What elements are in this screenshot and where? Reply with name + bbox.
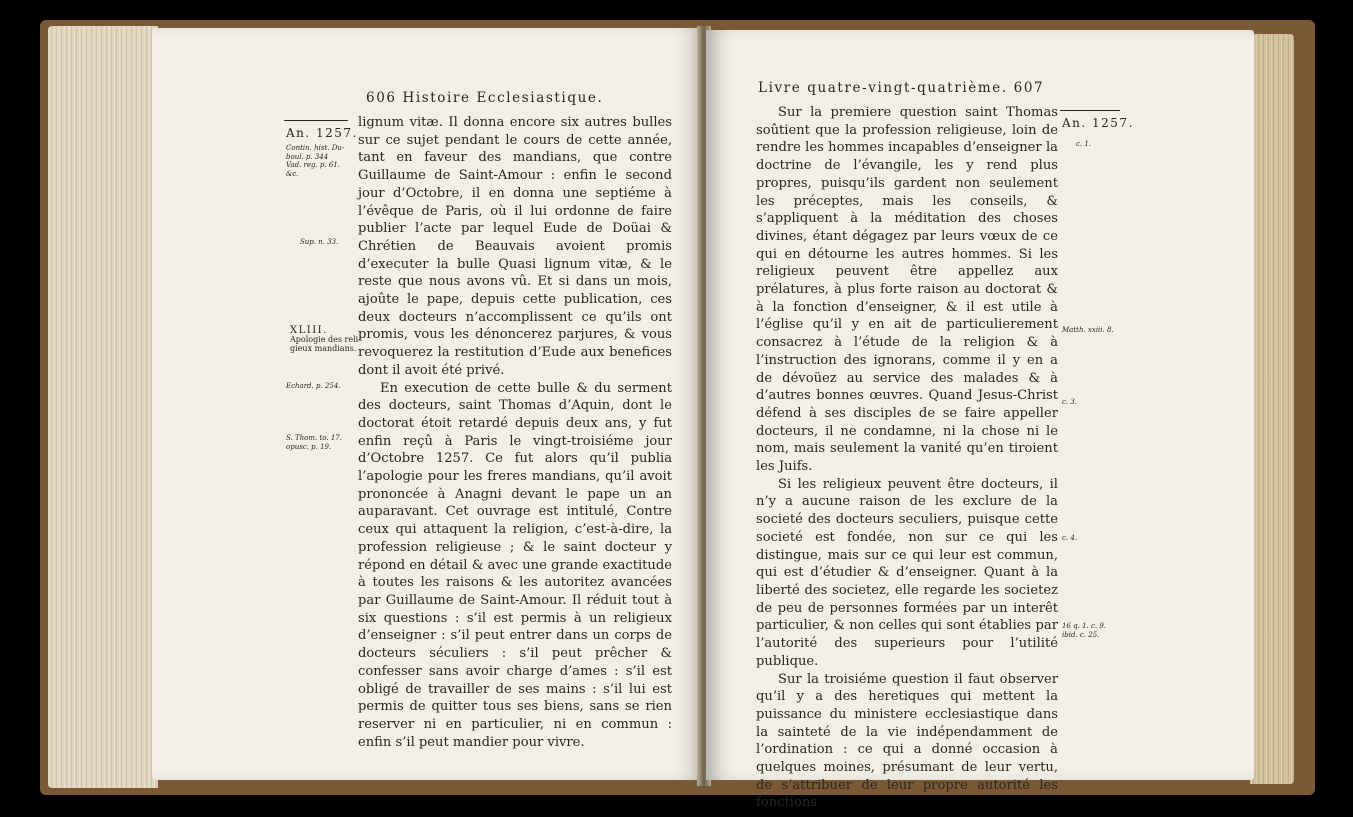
margin-note-c4: c. 4. [1062,534,1078,542]
page-edges-right [1250,34,1294,784]
paragraph: Si les religieux peuvent être docteurs, il n’y a aucune raison de les exclure de la societé des docteurs seculiers, puisque cette societé est fondée, non sur ce qui les distingue, mais sur ce qui leur est commun, qui est d’étudier & d’enseigner. Quant à la liberté des societez, elle regarde les societez de peu de personnes formées par un interêt particulier, & non celles qui sont établies par l’autorité des superieurs pour l’utilité publique. [756,476,1058,669]
paragraph: Sur la troisiéme question il faut observer qu’il y a des heretiques qui mettent la puissance du ministere ecclesiastique dans la sainteté de la vie indépendamment de l’ordination : ce qui a donné occasion à quelques moines, présumant de leur vertu, de s’attribuer de leur propre autorité les fonctions [756,671,1058,811]
margin-note-thom: S. Thom. to. 17. opusc. p. 19. [286,434,342,451]
left-page [152,28,704,780]
right-running-head: Livre quatre-vingt-quatrième. 607 [758,80,1045,96]
paragraph: En execution de cette bulle & du serment des docteurs, saint Thomas d’Aquin, dont le doctorat étoit retardé depuis deux ans, y fut enfin reçû à Paris le vingt-troisiéme jour d’Octobre 1257. Ce fut alors qu’il publia l’apologie pour les freres mandians, qu’il avoit prononcée à Anagni devant le pape un an auparavant. Cet ouvrage est intitulé, Contre ceux qui attaquent la religion, c’est-à-dire, la profession religieuse ; & le saint docteur y répond en détail & avec une grande exactitude à toutes les raisons & les autoritez avancées par Guillaume de Saint-Amour. Il réduit tout à six questions : s’il est permis à un religieux d’enseigner : s’il peut entrer dans un corps de docteurs séculiers : s’il peut prêcher & confesser sans avoir charge d’ames : s’il est obligé de travailler de ses mains : s’il lui est permis de quitter tous ses biens, sans se rien reserver ni en particulier, ni en commun : enfin s’il peut mandier pour vivre. [358,380,672,750]
margin-note-contin: Contin. hist. Du- boul. p. 344 Vad. reg. p. 61. &c. [286,144,345,178]
right-year-rule [1060,110,1120,111]
right-year: An. 1257. [1062,116,1134,130]
right-body-text [756,104,1058,812]
margin-note-matth: Matth. xxiii. 8. [1062,326,1114,334]
left-year: An. 1257. [286,126,358,140]
margin-note-c3: c. 3. [1062,398,1078,406]
paragraph: Sur la premiere question saint Thomas soûtient que la profession religieuse, loin de rendre les hommes incapables d’enseigner la doctrine de l’évangile, les y rend plus propres, puisqu’ils gardent non seulement les préceptes, mais les conseils, & s’appliquent à la méditation des choses divines, étant dégagez par leurs vœux de ce qui en détourne les autres hommes. Si les religieux peuvent être appellez aux prélatures, à plus forte raison au doctorat & à la fonction d’enseigner, & il est utile à l’église qu’il y en ait de particulierement consacrez à l’étude de la religion & à l’instruction des ignorans, comme il y en a de dévoüez au service des malades & à d’autres bonnes œuvres. Quand Jesus-Christ défend à ses disciples de se faire appeller docteurs, il ne condamne, ni la chose ni le nom, mais seulement la vanité qu’en tiroient les Juifs. [756,105,1058,475]
left-year-rule [284,120,348,121]
margin-note-refs: 16 q. 1. c. 9. ibid. c. 25. [1062,622,1107,639]
margin-note-echard: Echard. p. 254. [286,382,341,390]
right-page [706,30,1254,811]
paragraph: lignum vitæ. Il donna encore six autres bulles sur ce sujet pendant le cours de cette année, tant en faveur des mandians, que contre Guillaume de Saint-Amour : enfin le second jour d’Octobre, il en donna une septiéme à l’évêque de Paris, où il lui ordonne de faire publier l’acte par lequel Eude de Doüai & Chrétien de Beauvais avoient promis d’executer la bulle Quasi lignum vitæ, & le reste que nous avons vû. Et si dans un mois, ajoûte le pape, depuis cette publication, ces deux docteurs n’accomplissent ce qu’ils ont promis, vous les dénoncerez parjures, & vous revoquerez la restitution d’Eude aux benefices dont il avoit été privé. [358,115,672,378]
left-body-text [358,114,672,751]
margin-note-sup: Sup. n. 33. [300,238,339,246]
section-label: XLIII. Apologie des reli- gieux mandians. [290,325,361,353]
margin-note-c1: c. 1. [1076,140,1092,148]
page-edges-left [48,26,158,788]
left-running-head: 606 Histoire Ecclesiastique. [366,90,604,106]
